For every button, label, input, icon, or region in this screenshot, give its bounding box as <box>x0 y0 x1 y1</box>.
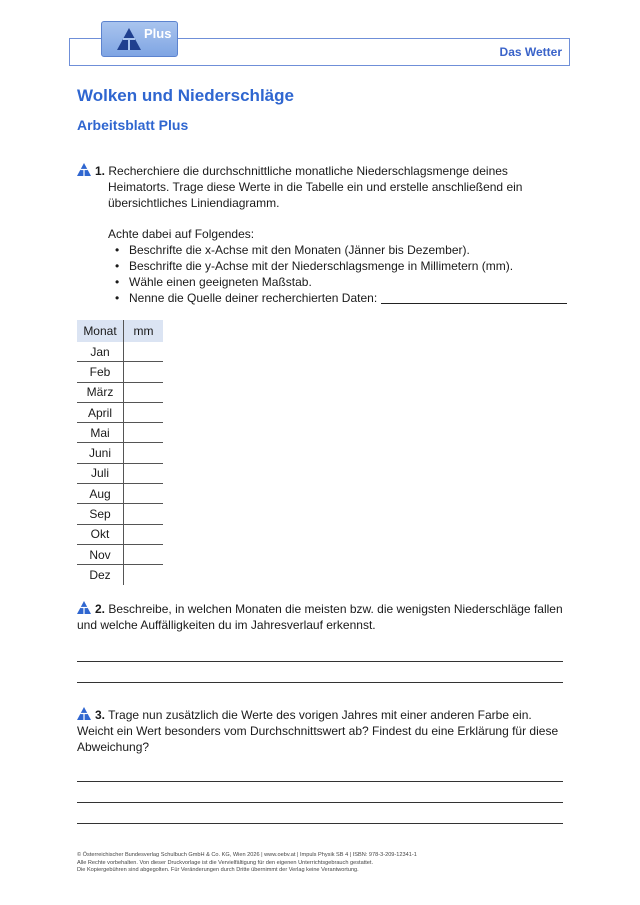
month-cell: Aug <box>77 484 124 504</box>
table-row <box>77 362 163 382</box>
mm-input-cell[interactable] <box>124 484 164 504</box>
month-cell: April <box>77 402 124 422</box>
bullet-list <box>77 242 567 306</box>
mm-input-cell[interactable] <box>124 443 164 463</box>
task-text-line: übersichtliches Liniendiagramm. <box>108 196 280 210</box>
month-cell: März <box>77 382 124 402</box>
bullet-item <box>129 290 567 306</box>
mm-input-cell[interactable] <box>124 544 164 564</box>
task-3 <box>77 707 567 755</box>
source-label: Nenne die Quelle deiner recherchierten Daten: <box>129 291 378 305</box>
month-cell: Sep <box>77 504 124 524</box>
task-text-line: Trage nun zusätzlich die Werte des vorigen Jahres mit einer anderen Farbe ein. <box>108 708 532 722</box>
task-2 <box>77 601 567 633</box>
triangle-task-icon <box>77 163 91 176</box>
footer-line: Die Kopiergebühren sind abgegolten. Für Veränderungen durch Dritte übernimmt der Verlag keine Verantwortung. <box>77 867 359 874</box>
table-row <box>77 524 163 544</box>
page-title: Wolken und Niederschläge <box>77 86 294 105</box>
task-number: 3. <box>95 708 106 722</box>
answer-line[interactable] <box>77 682 563 683</box>
table-row <box>77 484 163 504</box>
task-text-line: Weicht ein Wert besonders vom Durchschnittswert ab? Findest du eine Erklärung für diese <box>77 724 559 738</box>
source-answer-line[interactable] <box>381 303 567 304</box>
table-row <box>77 544 163 564</box>
task-1 <box>77 163 567 306</box>
precipitation-table <box>77 320 163 585</box>
month-cell: Okt <box>77 524 124 544</box>
task-number: 1. <box>95 164 106 178</box>
mm-input-cell[interactable] <box>124 382 164 402</box>
section-label: Das Wetter <box>499 45 562 59</box>
bullet-item: • Beschrifte die x-Achse mit den Monaten (Jänner bis Dezember). <box>129 242 567 258</box>
logo-text: Plus <box>144 26 172 41</box>
task-intro: Achte dabei auf Folgendes: <box>108 227 255 241</box>
triangle-task-icon <box>77 601 91 614</box>
task-text-line: Beschreibe, in welchen Monaten die meisten bzw. die wenigsten Niederschläge fallen <box>108 602 563 616</box>
task-text-line: Abweichung? <box>77 740 150 754</box>
month-cell: Juni <box>77 443 124 463</box>
month-cell: Nov <box>77 544 124 564</box>
mm-input-cell[interactable] <box>124 463 164 483</box>
bullet-item: • Beschrifte die y-Achse mit der Niederschlagsmenge in Millimetern (mm). <box>129 258 567 274</box>
task-text-line: Heimatorts. Trage diese Werte in die Tabelle ein und erstelle anschließend ein <box>108 180 523 194</box>
table-row <box>77 342 163 362</box>
mm-input-cell[interactable] <box>124 342 164 362</box>
table-row <box>77 565 163 585</box>
table-header-row <box>77 320 163 342</box>
table-row <box>77 423 163 443</box>
answer-line[interactable] <box>77 781 563 782</box>
table-row <box>77 382 163 402</box>
month-cell: Feb <box>77 362 124 382</box>
mm-input-cell[interactable] <box>124 402 164 422</box>
month-cell: Jan <box>77 342 124 362</box>
mm-input-cell[interactable] <box>124 504 164 524</box>
mm-input-cell[interactable] <box>124 524 164 544</box>
column-header-mm: mm <box>124 320 164 342</box>
page-subtitle: Arbeitsblatt Plus <box>77 117 189 133</box>
footer-line: © Österreichischer Bundesverlag Schulbuch GmbH & Co. KG, Wien 2026 | www.oebv.at | Impuls Physik SB 4 | ISBN: 978-3-209-12341-1 <box>77 852 417 858</box>
task-text-line: und welche Auffälligkeiten du im Jahresverlauf erkennst. <box>77 618 376 632</box>
table-row <box>77 463 163 483</box>
mm-input-cell[interactable] <box>124 362 164 382</box>
answer-line[interactable] <box>77 661 563 662</box>
month-cell: Juli <box>77 463 124 483</box>
answer-line[interactable] <box>77 823 563 824</box>
answer-line[interactable] <box>77 802 563 803</box>
table-row <box>77 443 163 463</box>
footer-line: Alle Rechte vorbehalten. Von dieser Druckvorlage ist die Vervielfältigung für den eigenen Unterrichtsgebrauch gestattet. <box>77 859 374 866</box>
task-number: 2. <box>95 602 106 616</box>
triangle-task-icon <box>77 707 91 720</box>
table-row <box>77 402 163 422</box>
bullet-item: • Wähle einen geeigneten Maßstab. <box>129 274 567 290</box>
table-row <box>77 504 163 524</box>
triangle-logo-icon <box>116 27 142 51</box>
column-header-month: Monat <box>77 320 124 342</box>
mm-input-cell[interactable] <box>124 423 164 443</box>
task-text-line: Recherchiere die durchschnittliche monatliche Niederschlagsmenge deines <box>108 164 508 178</box>
month-cell: Dez <box>77 565 124 585</box>
month-cell: Mai <box>77 423 124 443</box>
plus-logo <box>101 21 178 57</box>
mm-input-cell[interactable] <box>124 565 164 585</box>
footer <box>77 852 567 875</box>
